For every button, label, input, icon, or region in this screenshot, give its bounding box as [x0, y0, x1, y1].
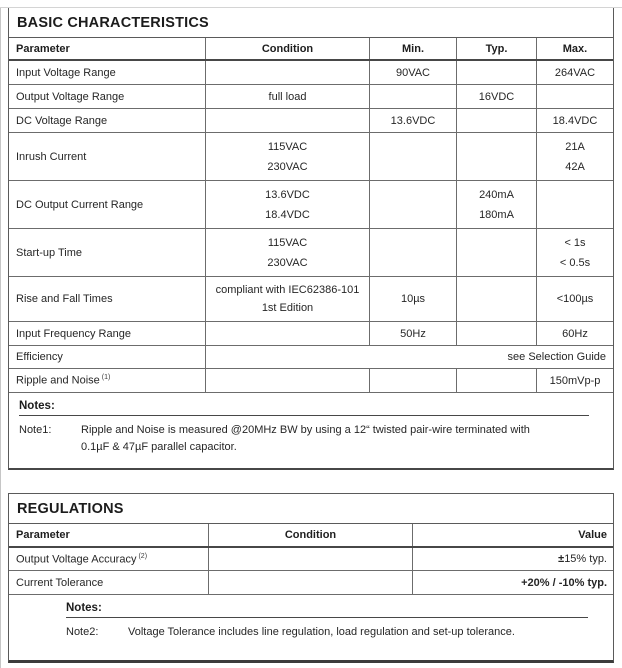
header-min: Min. [369, 38, 456, 59]
header-condition: Condition [208, 524, 412, 546]
header-condition: Condition [205, 38, 369, 59]
typ-cell [456, 369, 536, 392]
max-cell: 21A 42A [536, 133, 613, 180]
max-cell: 150mVp-p [536, 369, 613, 392]
header-parameter: Parameter [16, 42, 70, 55]
table-row-inrush-current [9, 133, 613, 181]
condition-cell: 13.6VDC 18.4VDC [205, 181, 369, 228]
table-row-current-tolerance [9, 571, 613, 595]
header-typ: Typ. [456, 38, 536, 59]
note-text: Voltage Tolerance includes line regulation, load regulation and set-up tolerance. [128, 626, 515, 638]
min-cell [369, 133, 456, 180]
notes-divider [19, 415, 589, 416]
regulations-section [8, 493, 614, 663]
condition-cell [208, 571, 412, 594]
notes-label: Notes: [66, 602, 102, 614]
table-row-startup-time [9, 229, 613, 277]
max-cell: 264VAC [536, 61, 613, 84]
regulations-table-header-row [9, 524, 613, 548]
section-title-basic-characteristics: BASIC CHARACTERISTICS [9, 8, 613, 38]
param-cell: Start-up Time [16, 246, 83, 259]
param-cell: Inrush Current [16, 150, 87, 163]
table-row-ripple-and-noise [9, 369, 613, 393]
table-row-output-voltage-range [9, 85, 613, 109]
note-1 [19, 422, 603, 455]
table-row-dc-output-current-range [9, 181, 613, 229]
typ-cell [456, 322, 536, 345]
condition-cell [205, 369, 369, 392]
section-title-regulations: REGULATIONS [9, 494, 613, 524]
param-cell: Rise and Fall Times [16, 293, 113, 305]
note-2 [66, 624, 603, 641]
condition-cell [205, 109, 369, 132]
table-row-output-voltage-accuracy [9, 548, 613, 571]
note-ref-1: (1) [101, 374, 111, 382]
max-cell: <100µs [536, 277, 613, 321]
typ-cell: 16VDC [456, 85, 536, 108]
typ-cell: 240mA 180mA [456, 181, 536, 228]
max-cell: 18.4VDC [536, 109, 613, 132]
param-cell: Input Voltage Range [16, 66, 116, 79]
note-ref-2: (2) [138, 552, 148, 560]
min-cell: 50Hz [369, 322, 456, 345]
condition-cell [205, 322, 369, 345]
notes-divider [66, 617, 588, 618]
table-row-input-voltage-range [9, 61, 613, 85]
header-value: Value [412, 524, 613, 546]
typ-cell [456, 133, 536, 180]
header-parameter: Parameter [16, 529, 70, 541]
condition-cell [208, 548, 412, 570]
param-cell: Output Voltage Accuracy $^{(2)}$ [16, 552, 148, 566]
basic-notes [9, 393, 613, 468]
param-cell: DC Output Current Range [16, 198, 144, 211]
typ-cell [456, 109, 536, 132]
table-row-efficiency [9, 346, 613, 369]
table-row-dc-voltage-range [9, 109, 613, 133]
note-id: Note1: [19, 424, 52, 436]
param-cell: Ripple and Noise $^{(1)}$ [16, 374, 111, 387]
condition-cell: 115VAC 230VAC [205, 229, 369, 276]
param-cell: Current Tolerance [16, 576, 104, 589]
regulations-notes [9, 595, 613, 660]
efficiency-value-cell: see Selection Guide [205, 346, 613, 368]
min-cell [369, 85, 456, 108]
header-max: Max. [536, 38, 613, 59]
page-edge-line [0, 7, 1, 668]
min-cell [369, 181, 456, 228]
condition-cell: 115VAC 230VAC [205, 133, 369, 180]
min-cell [369, 369, 456, 392]
page-edge-line [0, 7, 622, 8]
condition-cell [205, 61, 369, 84]
table-row-input-frequency-range [9, 322, 613, 346]
typ-cell [456, 229, 536, 276]
table-row-rise-fall-times [9, 277, 613, 322]
max-cell [536, 181, 613, 228]
typ-cell [456, 61, 536, 84]
min-cell [369, 229, 456, 276]
condition-cell: compliant with IEC62386-101 1st Edition [205, 277, 369, 321]
value-cell: +20% / -10% typ. [412, 571, 613, 594]
value-cell: ± 15% typ. [412, 548, 613, 570]
note-id: Note2: [66, 626, 99, 638]
typ-cell [456, 277, 536, 321]
basic-characteristics-section [8, 7, 614, 470]
param-cell: Input Frequency Range [16, 327, 131, 340]
max-cell: 60Hz [536, 322, 613, 345]
param-cell: Output Voltage Range [16, 90, 125, 103]
min-cell: 10µs [369, 277, 456, 321]
notes-label: Notes: [19, 400, 55, 412]
param-cell: DC Voltage Range [16, 114, 108, 127]
condition-cell: full load [205, 85, 369, 108]
max-cell [536, 85, 613, 108]
max-cell: < 1s < 0.5s [536, 229, 613, 276]
basic-table-header-row [9, 38, 613, 61]
min-cell: 90VAC [369, 61, 456, 84]
min-cell: 13.6VDC [369, 109, 456, 132]
param-cell: Efficiency [16, 351, 63, 363]
note-text: Ripple and Noise is measured @20MHz BW by using a 12“ twisted pair-wire terminated with 0.1µF & 47µF parallel capacitor. [81, 424, 530, 453]
